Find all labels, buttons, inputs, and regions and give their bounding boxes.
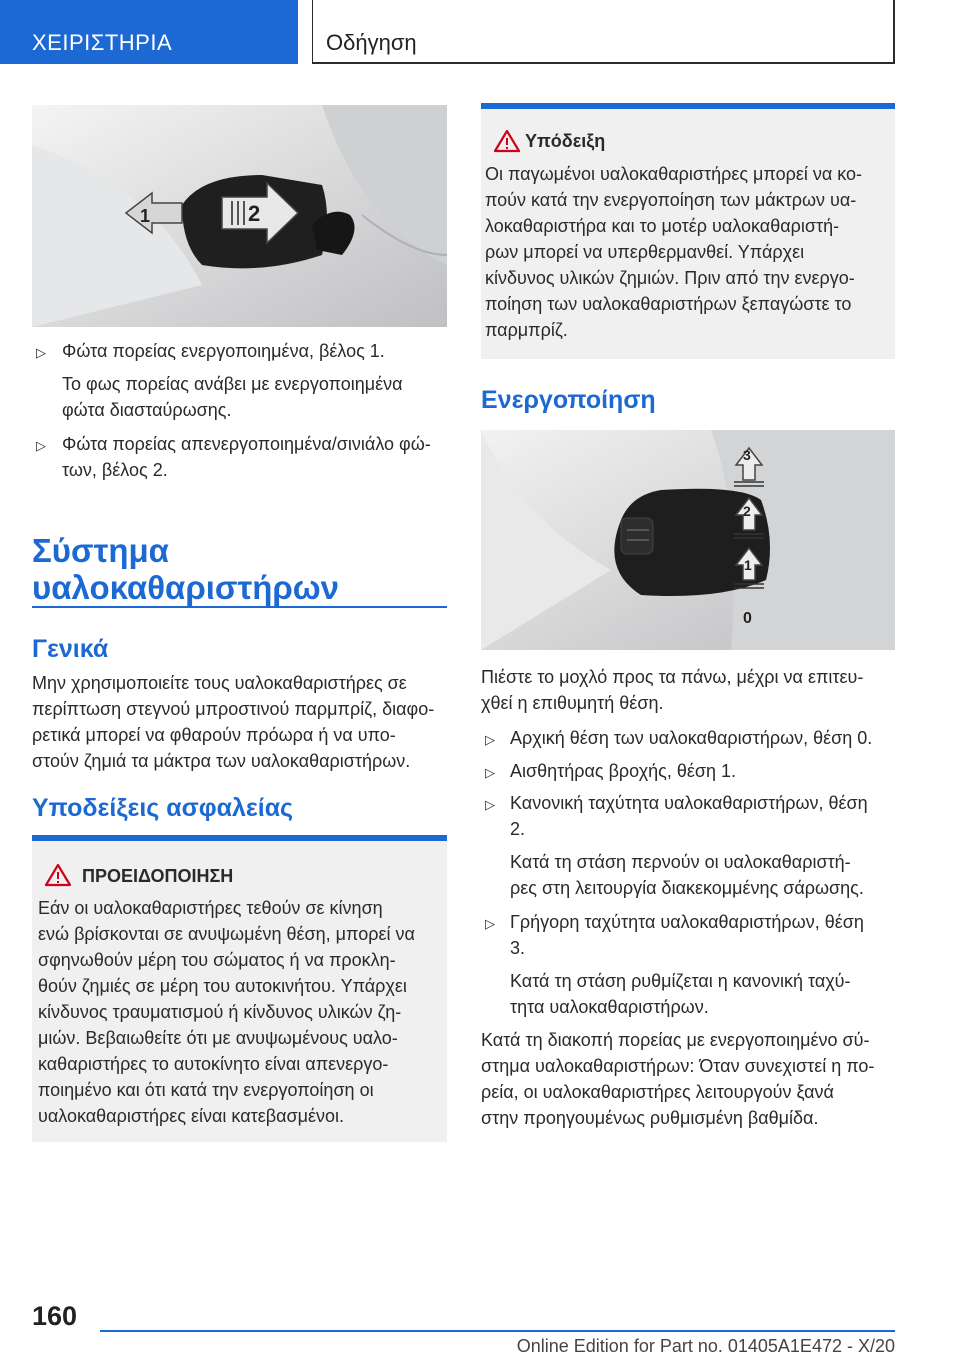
- warning-line: καθαριστήρες το αυτοκίνητο είναι απενεργο-: [38, 1054, 389, 1074]
- bullet-item: Αρχική θέση των υαλοκαθαριστήρων, θέση 0.: [510, 728, 873, 748]
- note-box: [481, 103, 895, 359]
- warning-icon: [493, 129, 521, 153]
- bullet-marker: ▷: [36, 438, 46, 453]
- note-line: παρμπρίζ.: [485, 320, 568, 340]
- note-line: Οι παγωμένοι υαλοκαθαριστήρες μπορεί να κο-: [485, 164, 863, 184]
- section-heading: Σύστημα: [32, 532, 169, 569]
- bullet-marker: ▷: [485, 916, 495, 931]
- bullet-item: Φώτα πορείας απενεργοποιημένα/σινιάλο φώ-: [62, 434, 431, 454]
- position-3-label: 3: [743, 447, 751, 463]
- note-line: πούν κατά την ενεργοποίηση των μάκτρων υα-: [485, 190, 857, 210]
- warning-box: [32, 835, 447, 1142]
- bullet-item: Κανονική ταχύτητα υαλοκαθαριστήρων, θέση: [510, 793, 868, 813]
- paragraph-line: ρεία, οι υαλοκαθαριστήρες λειτουργούν ξανά: [481, 1082, 834, 1102]
- bullet-item: Φώτα πορείας ενεργοποιημένα, βέλος 1.: [62, 341, 385, 361]
- bullet-item-cont: 2.: [510, 819, 526, 839]
- light-switch-figure: [32, 105, 447, 327]
- paragraph-line: στούν ζημιά τα μάκτρα των υαλοκαθαριστήρων.: [32, 751, 411, 771]
- bullet-subtext: τητα υαλοκαθαριστήρων.: [510, 997, 709, 1017]
- note-line: ποίηση των υαλοκαθαριστήρων ξεπαγώστε το: [485, 294, 852, 314]
- warning-line: θούν ζημιές σε μέρη του αυτοκινήτου. Υπάρχει: [38, 976, 407, 996]
- warning-icon: [44, 863, 72, 887]
- section-title: Οδήγηση: [326, 30, 417, 55]
- bullet-subtext: Κατά τη στάση περνούν οι υαλοκαθαριστή-: [510, 852, 851, 872]
- bullet-marker: ▷: [485, 765, 495, 780]
- warning-title: ΠΡΟΕΙΔΟΠΟΙΗΣΗ: [82, 866, 234, 886]
- bullet-subtext: Το φως πορείας ανάβει με ενεργοποιημένα: [62, 374, 403, 394]
- warning-line: υαλοκαθαριστήρες είναι κατεβασμένοι.: [38, 1106, 345, 1126]
- bullet-marker: ▷: [485, 797, 495, 812]
- bullet-item-cont: των, βέλος 2.: [62, 460, 168, 480]
- position-0-label: 0: [743, 610, 752, 627]
- paragraph-line: στην προηγουμένως ρυθμισμένη βαθμίδα.: [481, 1108, 819, 1128]
- bullet-subtext: ρες στη λειτουργία διακεκομμένης σάρωσης.: [510, 878, 864, 898]
- note-line: κίνδυνος υλικών ζημιών. Πριν από την ενεργο-: [485, 268, 855, 288]
- bullet-subtext: φώτα διασταύρωσης.: [62, 400, 232, 420]
- note-title: Υπόδειξη: [525, 131, 606, 151]
- bullet-item-cont: 3.: [510, 938, 526, 958]
- paragraph-line: Κατά τη διακοπή πορείας με ενεργοποιημένο σύ-: [481, 1030, 870, 1050]
- note-line: λοκαθαριστήρα και το μοτέρ υαλοκαθαριστή-: [485, 216, 840, 236]
- bullet-subtext: Κατά τη στάση ρυθμίζεται η κανονική ταχύ-: [510, 971, 851, 991]
- position-2-label: 2: [743, 503, 751, 519]
- subheading-general: Γενικά: [32, 635, 109, 663]
- arrow-2-label: 2: [248, 201, 261, 226]
- edition-note: Online Edition for Part no. 01405A1E472 - X/20: [516, 1336, 895, 1356]
- paragraph-line: Μην χρησιμοποιείτε τους υαλοκαθαριστήρες σε: [32, 673, 407, 693]
- paragraph-line: χθεί η επιθυμητή θέση.: [481, 693, 664, 713]
- bullet-marker: ▷: [485, 732, 495, 747]
- warning-line: ενώ βρίσκονται σε ανυψωμένη θέση, μπορεί να: [38, 924, 415, 944]
- warning-line: σφηνωθούν μέρη του σώματος ή να προκλη-: [38, 950, 396, 970]
- warning-line: μιών. Βεβαιωθείτε ότι με ανυψωμένους υαλο-: [38, 1028, 398, 1048]
- subheading-safety: Υποδείξεις ασφαλείας: [32, 794, 294, 822]
- chapter-tab[interactable]: ΧΕΙΡΙΣΤΗΡΙΑ: [0, 0, 298, 64]
- paragraph-line: ρετικά μπορεί να φθαρούν πρόωρα ή να υπο-: [32, 725, 396, 745]
- page-number: 160: [32, 1301, 78, 1331]
- subheading-activation: Ενεργοποίηση: [481, 386, 656, 414]
- paragraph-line: περίπτωση στεγνού μπροστινού παρμπρίζ, διαφο-: [32, 699, 435, 719]
- warning-line: Εάν οι υαλοκαθαριστήρες τεθούν σε κίνηση: [38, 898, 383, 918]
- arrow-1-label: 1: [140, 206, 151, 226]
- bullet-item: Αισθητήρας βροχής, θέση 1.: [510, 761, 737, 781]
- paragraph-line: Πιέστε το μοχλό προς τα πάνω, μέχρι να επιτευ-: [481, 667, 864, 687]
- note-line: ρων μπορεί να υπερθερμανθεί. Υπάρχει: [485, 242, 805, 262]
- warning-line: ποιημένο και ότι κατά την ενεργοποίηση οι: [38, 1080, 374, 1100]
- section-heading: υαλοκαθαριστήρων: [32, 569, 340, 606]
- warning-line: κίνδυνος τραυματισμού ή κίνδυνος υλικών ζη-: [38, 1002, 402, 1022]
- paragraph-line: στημα υαλοκαθαριστήρων: Όταν συνεχιστεί η πο-: [481, 1056, 875, 1076]
- position-1-label: 1: [744, 557, 752, 573]
- bullet-item: Γρήγορη ταχύτητα υαλοκαθαριστήρων, θέση: [510, 912, 864, 932]
- section-divider: [32, 606, 447, 608]
- footer-divider: [100, 1330, 895, 1332]
- wiper-lever-figure: [481, 430, 895, 650]
- bullet-marker: ▷: [36, 345, 46, 360]
